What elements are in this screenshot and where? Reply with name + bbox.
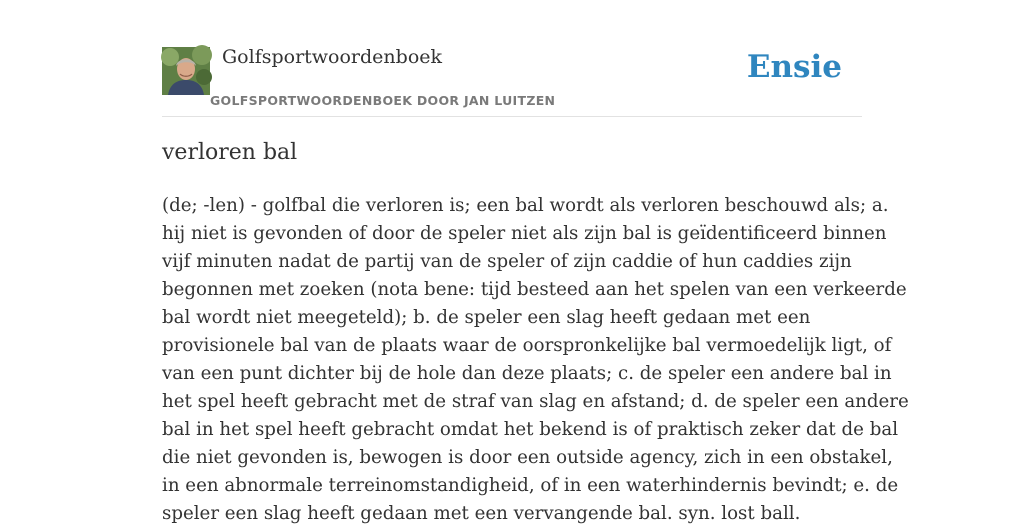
- definition-line: het spel heeft gebracht met de straf van slag en afstand; d. de speler een andere: [162, 391, 909, 412]
- author-name[interactable]: Golfsportwoordenboek: [222, 46, 443, 68]
- header: [162, 46, 862, 117]
- collection-link[interactable]: GOLFSPORTWOORDENBOEK DOOR JAN LUITZEN: [210, 93, 556, 108]
- definition-line: bal in het spel heeft gebracht omdat het bekend is of praktisch zeker dat de bal: [162, 419, 899, 440]
- author-avatar[interactable]: [162, 47, 210, 95]
- definition-line: die niet gevonden is, bewogen is door een outside agency, zich in een obstakel,: [162, 447, 893, 468]
- definition-line: hij niet is gevonden of door de speler niet als zijn bal is geïdentificeerd binnen: [162, 223, 887, 244]
- definition-line: provisionele bal van de plaats waar de oorspronkelijke bal vermoedelijk ligt, of: [162, 335, 892, 356]
- definition-line: in een abnormale terreinomstandigheid, of in een waterhindernis bevindt; e. de: [162, 475, 899, 496]
- definition-line: bal wordt niet meegeteld); b. de speler een slag heeft gedaan met een: [162, 307, 811, 328]
- definition-line: vijf minuten nadat de partij van de speler of zijn caddie of hun caddies zijn: [162, 251, 852, 272]
- ensie-logo[interactable]: Ensie: [746, 49, 842, 85]
- definition-line: (de; -len) - golfbal die verloren is; een bal wordt als verloren beschouwd als; a.: [162, 195, 889, 216]
- entry-title: verloren bal: [162, 140, 298, 165]
- avatar-photo: [162, 47, 210, 95]
- entry-definition: [162, 192, 909, 528]
- definition-line: begonnen met zoeken (nota bene: tijd besteed aan het spelen van een verkeerde: [162, 279, 907, 300]
- definition-line: van een punt dichter bij de hole dan deze plaats; c. de speler een andere bal in: [162, 363, 892, 384]
- definition-line: speler een slag heeft gedaan met een vervangende bal. syn. lost ball.: [162, 503, 801, 524]
